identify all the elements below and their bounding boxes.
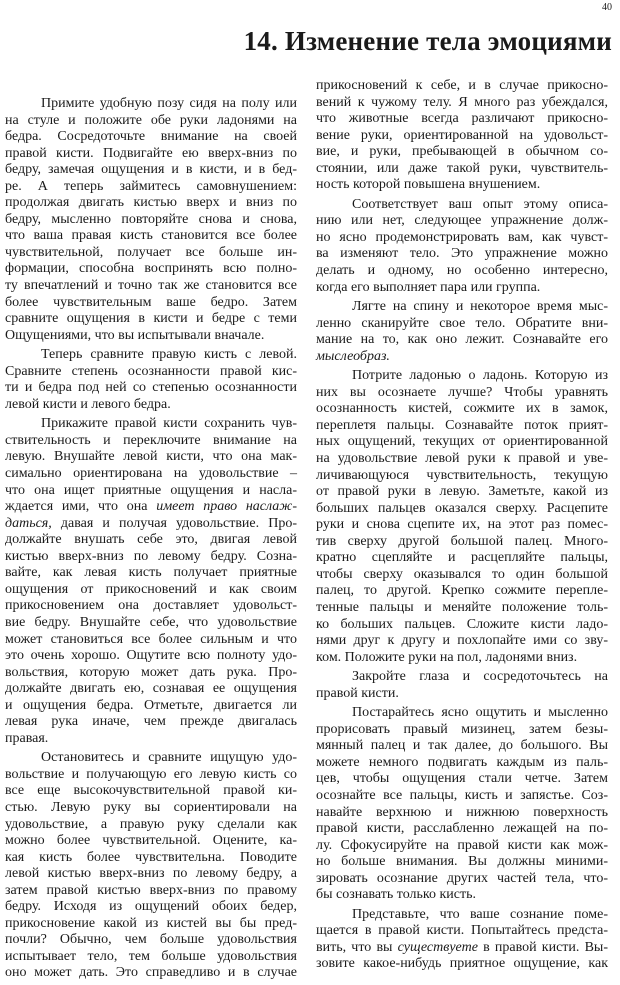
text-line: ре. А теперь займитесь самовнушением: xyxy=(5,178,297,194)
text-line: кистью вверх-вниз по левому бедру. Созна- xyxy=(5,548,297,564)
text-line: на удовольствие левой руки к правой и уве- xyxy=(316,451,608,467)
text-line: мание на то, как оно лежит. Сознавайте его xyxy=(316,332,608,348)
text-line: вие бедру. Внушайте себе, что удовольствие xyxy=(5,614,297,630)
text-line: вайте, как левая кисть получает приятные xyxy=(5,565,297,581)
text-line: навайте верхнюю и нижнюю поверхность xyxy=(316,804,608,820)
text-line: ность которой повышена внушением. xyxy=(316,177,541,193)
text-line: ком. Положите руки на пол, ладонями вниз. xyxy=(316,649,578,665)
paragraph xyxy=(316,197,608,296)
text-line: почли? Обычно, чем больше удовольствия xyxy=(5,932,297,948)
text-line: ко больших пальцев. Сложите кисти ладо- xyxy=(316,616,608,632)
text-line: когда его выполняет пара или группа. xyxy=(316,279,541,295)
text-line: мянный палец и так далее, до большого. Вы xyxy=(316,738,608,754)
text-line: должайте внушать себе это, двигая левой xyxy=(5,532,297,548)
text-line: нию или нет, следующее упражнение долж- xyxy=(316,213,608,229)
text-line: что она ищет приятные ощущения и насла- xyxy=(5,482,297,498)
text-line: Примите удобную позу сидя на полу или xyxy=(41,96,297,111)
text-line xyxy=(316,349,608,366)
text-line: ти и бедра под ней со степенью осознанности xyxy=(5,380,297,396)
text-line: можете немного подвигать каждым из паль- xyxy=(316,754,608,770)
text-line: прикосновение какой из кистей вы бы пред- xyxy=(5,915,297,931)
chapter-title: 14. Изменение тела эмоциями xyxy=(243,26,612,56)
text-line: левой кисти и левого бедра. xyxy=(5,396,171,412)
paragraph xyxy=(5,96,297,344)
paragraph xyxy=(316,299,608,365)
text-line: Представьте, что ваше сознание поме- xyxy=(352,906,608,922)
text-line: все еще высокочувствительной правой ки- xyxy=(5,783,297,799)
text-line: Потрите ладонью о ладонь. Которую из xyxy=(352,368,608,384)
text-line: симально ориентирована на удовольствие – xyxy=(5,466,297,482)
text-line: но больше внимания. Вы должны миними- xyxy=(316,854,608,870)
text-line: чувствительной, получает все больше ин- xyxy=(5,244,297,260)
text-line: кратно сцепляйте и расцепляйте пальцы, xyxy=(316,550,608,566)
text-line: может становиться все более сильным и что xyxy=(5,631,297,647)
italic-text: даться, xyxy=(5,515,52,531)
text-line: больших пальцев оказался сверху. Расцепите xyxy=(316,500,608,516)
text-line: делать и одному, но особенно интересно, xyxy=(316,263,608,279)
text-line: и ощущения бедра. Отметьте, двигается ли xyxy=(5,697,297,713)
text-column-left xyxy=(5,96,297,985)
text-line: прикосновением она доставляет удовольст- xyxy=(5,598,297,614)
text-line: стоянии, или даже такой руки, чувствитель- xyxy=(316,160,608,176)
italic-text: существуете xyxy=(397,939,478,955)
text-line: бедру, замечая ощущения и в кисти, и в бед- xyxy=(5,162,297,178)
text-line: палец, то другой. Крепко сожмите перепле- xyxy=(316,583,608,599)
text-line: Остановитесь и сравните ищущую удо- xyxy=(41,750,297,766)
text-line: стью. Левую руку вы сориентировали на xyxy=(5,799,297,815)
text-line: что ваша правая кисть становится все более xyxy=(5,228,297,244)
text-line: испытывает тело, тем больше удовольствия xyxy=(5,948,297,964)
text-column-right xyxy=(316,78,608,976)
text-line: левая рука иначе, чем прежде двигалась xyxy=(5,714,297,730)
text-line xyxy=(5,516,297,533)
text-line: сравните ощущения в кисти и бедре с теми xyxy=(5,311,297,327)
text-line: ощущения от прикосновений и как своим xyxy=(5,581,297,597)
text-line: Соответствует ваш опыт этому описа- xyxy=(352,196,608,212)
text-line: чтобы сверху оказывался то один большой xyxy=(316,566,608,582)
text-line: Ощущениями, что вы испытывали вначале. xyxy=(5,327,265,343)
text-line: зировать осознание других частей тела, что- xyxy=(316,870,608,886)
text-line: зовите какое-нибудь приятное ощущение, как xyxy=(316,956,608,972)
text-line: переплетя пальцы. Сознавайте поток прият- xyxy=(316,417,608,433)
text-line: более чувствительным ваше бедро. Затем xyxy=(5,294,297,310)
text-line: вение руки, ориентированной на удовольст- xyxy=(316,127,608,143)
text-line: тенные пальцы и меняйте положение толь- xyxy=(316,599,608,615)
text-segment: вить, что вы xyxy=(316,939,398,955)
paragraph xyxy=(316,368,608,666)
text-line: осознанность кистей, сожмите их в замок, xyxy=(316,401,608,417)
text-line: вений к чужому телу. Я много раз убеждался, xyxy=(316,94,608,110)
text-line: щается в правой кисти. Попытайтесь предста- xyxy=(316,923,608,939)
text-line: оно может дать. Это справедливо и в случае xyxy=(5,965,297,981)
text-line: ва изменяют тело. Это упражнение можно xyxy=(316,246,608,262)
paragraph xyxy=(316,669,608,702)
paragraph xyxy=(316,705,608,904)
text-line: затем правой кистью вверх-вниз по правому xyxy=(5,882,297,898)
text-segment: в правой кисти. Вы- xyxy=(477,939,608,955)
text-line: левой кистью вверх-вниз по левому бедру, а xyxy=(5,866,297,882)
text-line: можно более чувствительной. Оцените, ка- xyxy=(5,833,297,849)
text-line: правая. xyxy=(5,730,49,746)
paragraph xyxy=(5,416,297,747)
text-line: ту впечатлений и точно так же становится все xyxy=(5,278,297,294)
text-line: них вы осознаете лучше? Чтобы уравнять xyxy=(316,384,608,400)
text-line: правой кисти, расслабленно лежащей на по- xyxy=(316,821,608,837)
text-line: руки и снова сцепите их, на этот раз помес- xyxy=(316,517,608,533)
text-line: Лягте на спину и некоторое время мыс- xyxy=(352,299,608,315)
italic-text: имеет право наслаж- xyxy=(156,499,297,515)
text-line: прикосновений к себе, и в случае прикосно- xyxy=(316,78,608,93)
text-line: ных ощущений, текущих от ориентированной xyxy=(316,434,608,450)
paragraph xyxy=(5,347,297,413)
text-line: это очень хорошо. Ощутите всю полноту удо- xyxy=(5,648,297,664)
text-line: прорисовать правый мизинец, затем безы- xyxy=(316,721,608,737)
text-line: бы сознавать только кисть. xyxy=(316,887,476,903)
text-segment: ждается ими, что она xyxy=(5,499,157,515)
text-line: от правой руки в левую. Заметьте, какой из xyxy=(316,484,608,500)
text-line: должайте двигать ею, сознавая ее ощущения xyxy=(5,681,297,697)
text-line: бедра. Сосредоточьте внимание на своей xyxy=(5,129,297,145)
text-line: Прикажите правой кисти сохранить чув- xyxy=(41,416,297,432)
paragraph xyxy=(316,78,608,194)
text-line: бедру. Исходя из ощущений обоих бедер, xyxy=(5,899,297,915)
text-line: вольствия, которую может дать рука. Про- xyxy=(5,664,297,680)
italic-text: мыслеобраз. xyxy=(316,348,390,364)
text-line: цев, чтобы ощущения стали четче. Затем xyxy=(316,771,608,787)
paragraph xyxy=(316,907,608,973)
text-line: ствительность и переключите внимание на xyxy=(5,432,297,448)
page-number: 40 xyxy=(602,2,612,13)
text-line: Постарайтесь ясно ощутить и мысленно xyxy=(352,705,608,721)
text-line: на стуле и положите обе руки ладонями на xyxy=(5,112,297,128)
text-line: продолжая двигать кистью вверх и вниз по xyxy=(5,195,297,211)
text-line: правой кисти. Подвигайте ею вверх-вниз по xyxy=(5,145,297,161)
text-line: лу. Сфокусируйте на правой кисти как мож- xyxy=(316,837,608,853)
text-line: Закройте глаза и сосредоточьтесь на xyxy=(352,669,608,685)
text-line: правой кисти. xyxy=(316,685,399,701)
text-line: Сравните степень осознанности правой кис- xyxy=(5,363,297,379)
text-line: ленно сканируйте свое тело. Обратите вни- xyxy=(316,315,608,331)
text-line: удовольствие, а правую руку сделали как xyxy=(5,816,297,832)
text-line: левую. Внушайте левой кисти, что она мак- xyxy=(5,449,297,465)
text-line: вие, и руки, пребывающей в обычном со- xyxy=(316,144,608,160)
text-line: что животные всегда различают прикосно- xyxy=(316,111,608,127)
text-line: формации, способна воспринять всю полно- xyxy=(5,261,297,277)
text-line: бедру, мысленно повторяйте снова и снова, xyxy=(5,211,297,227)
text-line: кая кисть более чувствительна. Поводите xyxy=(5,849,297,865)
text-line: но ясно продемонстрировать вам, как чувст- xyxy=(316,229,608,245)
text-segment: давая и получая удовольствие. Про- xyxy=(51,515,297,531)
text-line: тив сверху другой большой палец. Много- xyxy=(316,533,608,549)
text-line: осознайте все пальцы, кисть и запястье. Соз- xyxy=(316,787,608,803)
text-line xyxy=(316,940,608,957)
paragraph xyxy=(5,750,297,982)
text-line: личивающуюся чувствительность, текущую xyxy=(316,467,608,483)
text-line xyxy=(5,499,297,516)
text-line: нями друг к другу и похлопайте ими со зву- xyxy=(316,633,608,649)
text-line: вольствие и получающую его левую кисть со xyxy=(5,766,297,782)
text-line: Теперь сравните правую кисть с левой. xyxy=(41,347,297,363)
